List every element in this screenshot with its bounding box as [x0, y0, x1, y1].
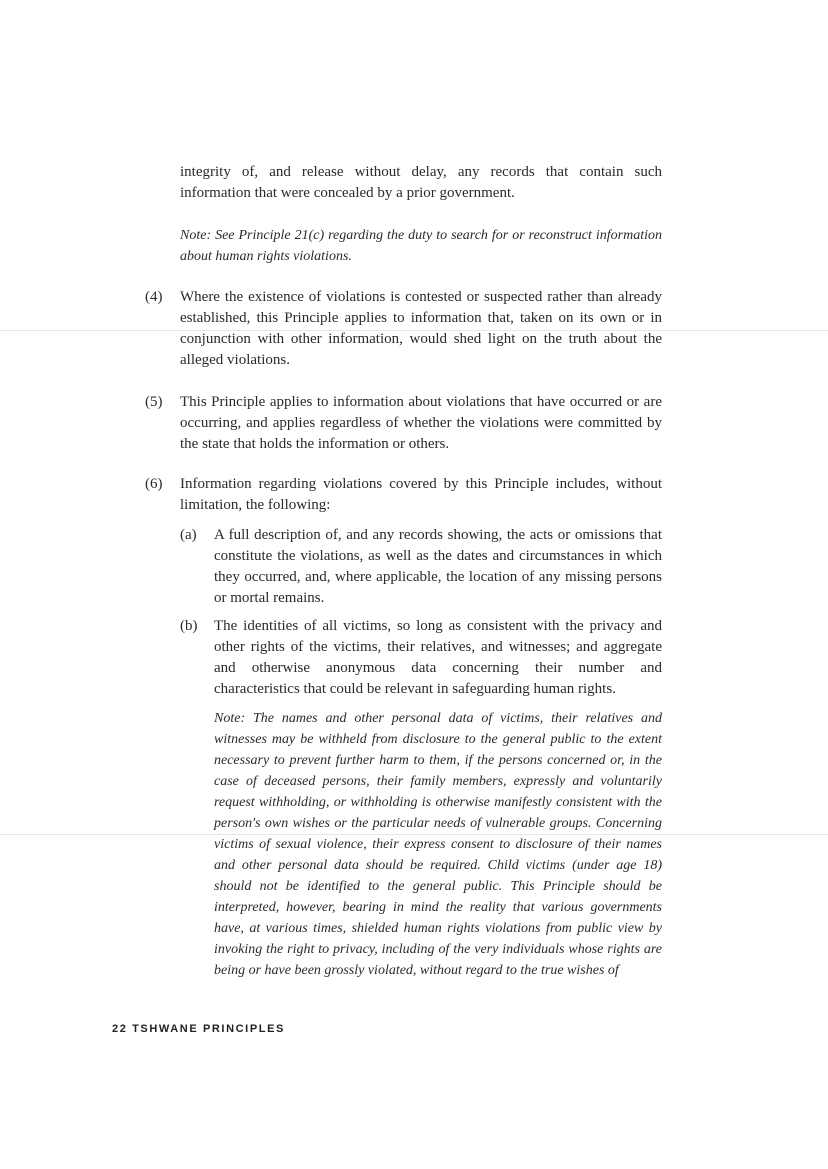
paragraph-text: This Principle applies to information about violations that have occurred or are occurring, and applies regardless of whether the violations were committed by the state that holds the information or others. [180, 394, 662, 452]
item-text: The identities of all victims, so long as consistent with the privacy and other rights of the victims, their relatives, and witnesses; and aggregate and otherwise anonymous data concerning their number and characteristics that could be relevant in safeguarding human rights. [214, 618, 662, 697]
item-note: Note: The names and other personal data of victims, their relatives and witnesses may be withheld from disclosure to the general public to the extent necessary to prevent further harm to them, if the persons concerned or, in the case of deceased persons, their family members, expressly and voluntarily request withholding, or withholding is otherwise manifestly consistent with the person's own wishes or the particular needs of vulnerable groups. Concerning victims of sexual violence, their express consent to disclosure of their names and other personal data should be required. Child victims (under age 18) should not be identified to the general public. This Principle should be interpreted, however, bearing in mind the reality that various governments have, at various times, shielded human rights violations from public view by invoking the right to privacy, including of the very individuals whose rights are being or have been grossly violated, without regard to the true wishes of [214, 711, 662, 978]
paragraph-text: Where the existence of violations is contested or suspected rather than already established, this Principle applies to information that, taken on its own or in conjunction with other information, would shed light on the truth about the alleged violations. [180, 289, 662, 368]
item-text: A full description of, and any records showing, the acts or omissions that constitute the violations, as well as the dates and circumstances in which they occurred, and, where applicable, the location of any missing persons or mortal remains. [214, 527, 662, 606]
item-label: (a) [180, 527, 197, 543]
paragraph-number: (4) [145, 289, 163, 305]
paragraph-number: (5) [145, 394, 163, 410]
intro-text: integrity of, and release without delay, any records that contain such information that were concealed by a prior government. [180, 164, 662, 201]
page-footer: 22 TSHWANE PRINCIPLES [112, 1023, 285, 1035]
intro-note: Note: See Principle 21(c) regarding the duty to search for or reconstruct information about human rights violations. [180, 228, 662, 264]
paragraph-number: (6) [145, 476, 163, 492]
item-label: (b) [180, 618, 198, 634]
paragraph-text: Information regarding violations covered by this Principle includes, without limitation, the following: [180, 476, 662, 513]
